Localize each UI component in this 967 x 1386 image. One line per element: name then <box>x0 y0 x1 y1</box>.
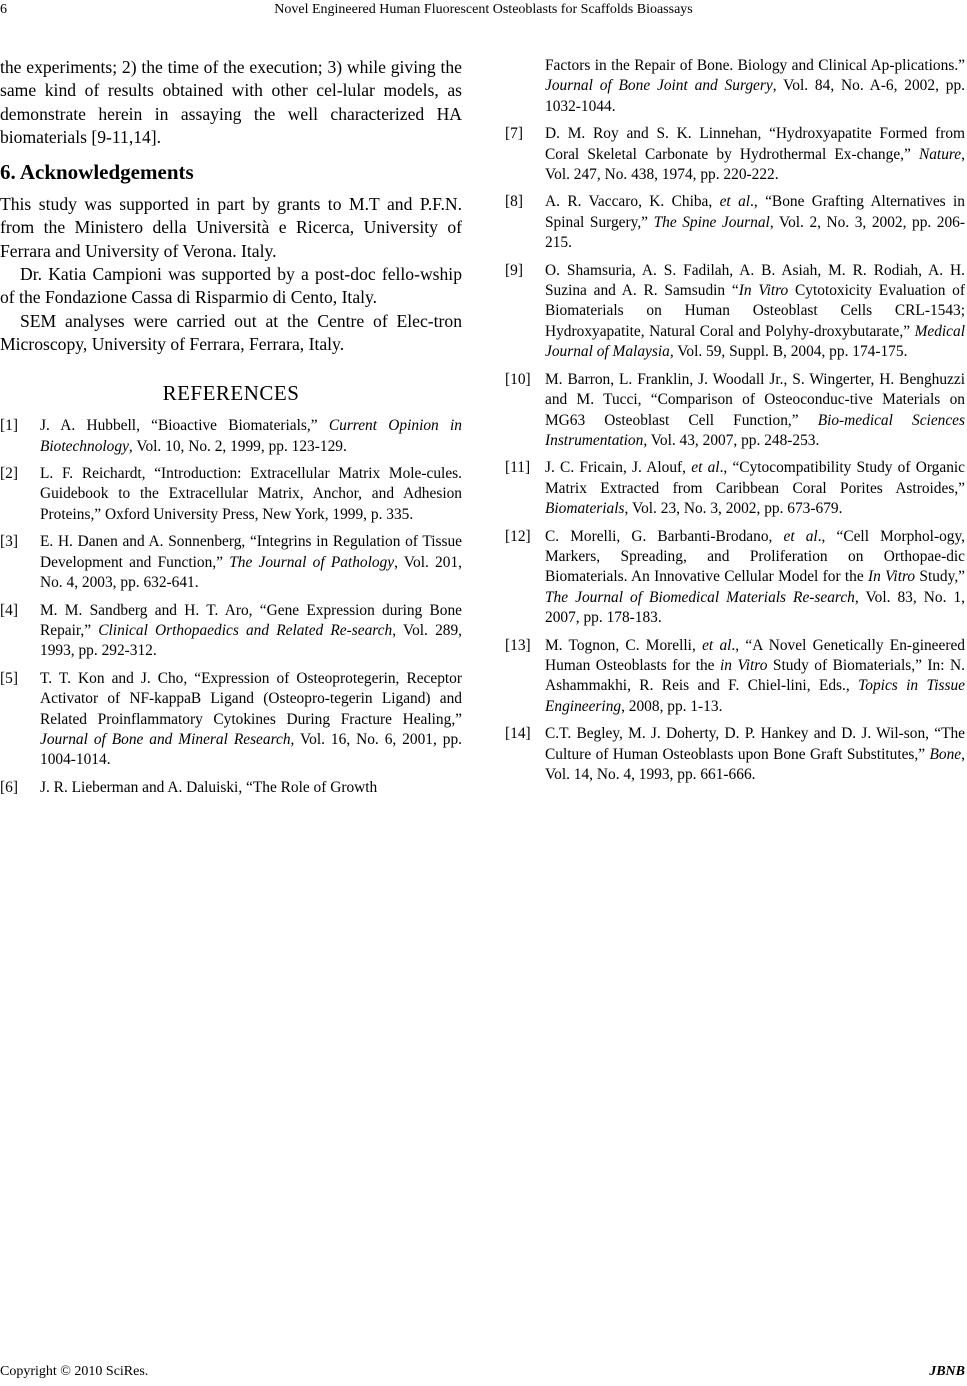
reference-number: [10] <box>505 370 531 388</box>
left-column <box>0 56 462 805</box>
reference-number: [12] <box>505 527 531 545</box>
ack-paragraph: This study was supported in part by grants to M.T and P.F.N. from the Ministero della Università e Ricerca, University of Ferrara and University of Verona. Italy. <box>0 194 462 261</box>
reference-text: J. A. Hubbell, “Bioactive Biomaterials,” <box>40 417 329 435</box>
reference-number: [4] <box>0 601 18 619</box>
reference-text: , Vol. 83, No. 1, 2007, pp. 178-183. <box>545 588 965 627</box>
reference-text: D. M. Roy and S. K. Linnehan, “Hydroxyapatite Formed from Coral Skeletal Carbonate by Hydrothermal Ex-change,” <box>545 125 965 163</box>
reference-text: Factors in the Repair of Bone. Biology and Clinical Ap-plications.” <box>545 57 965 74</box>
reference-text: O. Shamsuria, A. S. Fadilah, A. B. Asiah, M. R. Rodiah, A. H. Suzina and A. R. Samsudin “ <box>545 261 965 300</box>
reference-journal: The Journal of Pathology <box>229 553 395 571</box>
reference-text: , Vol. 84, No. A-6, 2002, pp. 1032-1044. <box>545 77 965 115</box>
reference-text: M. Barron, L. Franklin, J. Woodall Jr., S. Wingerter, H. Benghuzzi and M. Tucci, “Comparison of Osteoconduc-tive Materials on MG63 Osteoblast Cell Function,” <box>545 370 965 429</box>
reference-item <box>505 458 965 519</box>
reference-item <box>0 416 462 457</box>
journal-abbrev: JBNB <box>929 1364 965 1379</box>
reference-item <box>0 669 462 771</box>
reference-text: A. R. Vaccaro, K. Chiba, <box>545 193 720 211</box>
reference-text: , Vol. 247, No. 438, 1974, pp. 220-222. <box>545 145 965 184</box>
reference-journal: Journal of Bone Joint and Surgery <box>545 77 773 95</box>
reference-text: J. C. Fricain, J. Alouf, <box>545 459 692 477</box>
reference-number: [2] <box>0 465 18 483</box>
reference-text: T. T. Kon and J. Cho, “Expression of Osteoprotegerin, Receptor Activator of NF-kappaB Ligand (Osteopro-tegerin Ligand) and Related Proinflammatory Cytokines During Fracture Healing,” <box>40 669 462 728</box>
reference-text: C.T. Begley, M. J. Doherty, D. P. Hankey and D. J. Wil-son, “The Culture of Human Osteoblasts upon Bone Graft Substitutes,” <box>545 725 965 763</box>
reference-number: [9] <box>505 261 523 279</box>
reference-text: ., “A Novel Genetically En-gineered Human Osteoblasts for the <box>545 636 965 674</box>
reference-journal: in Vitro <box>720 656 768 674</box>
reference-journal: Clinical Orthopaedics and Related Re-search <box>98 621 393 639</box>
reference-item <box>505 261 965 363</box>
reference-text: ., “Cytocompatibility Study of Organic Matrix Extracted from Caribbean Coral Porites Astroides,” <box>545 459 966 497</box>
reference-journal: Biomaterials <box>545 500 625 518</box>
reference-text: M. Tognon, C. Morelli, <box>545 636 703 654</box>
reference-number: [5] <box>0 669 18 687</box>
reference-text: M. M. Sandberg and H. T. Aro, “Gene Expression during Bone Repair,” <box>40 601 462 639</box>
reference-journal: In Vitro <box>868 568 916 586</box>
reference-text: J. R. Lieberman and A. Daluiski, “The Role of Growth <box>40 778 378 796</box>
reference-number: [3] <box>0 533 18 551</box>
reference-number: [13] <box>505 636 531 654</box>
reference-text: , Vol. 43, 2007, pp. 248-253. <box>643 431 820 449</box>
reference-item <box>0 778 462 798</box>
reference-continued <box>505 56 965 117</box>
reference-text: , Vol. 14, No. 4, 1993, pp. 661-666. <box>545 745 965 783</box>
reference-text: Cytotoxicity Evaluation of Biomaterials on Human Osteoblast Cells CRL-1543; Hydroxyapatite, Natural Coral and Polyhy-droxybutarate,” <box>545 282 965 340</box>
reference-journal: Topics in Tissue Engineering <box>545 677 965 715</box>
reference-journal: Journal of Bone and Mineral Research <box>40 730 291 748</box>
running-title: Novel Engineered Human Fluorescent Osteoblasts for Scaffolds Bioassays <box>274 2 693 17</box>
reference-text: , Vol. 59, Suppl. B, 2004, pp. 174-175. <box>669 343 908 361</box>
references-heading: REFERENCES <box>162 381 300 406</box>
reference-item <box>505 370 965 452</box>
reference-journal: et al <box>702 636 732 654</box>
reference-item <box>0 601 462 662</box>
page-footer <box>0 1362 967 1382</box>
reference-item <box>505 192 965 253</box>
reference-number: [14] <box>505 725 531 743</box>
ack-paragraph: SEM analyses were carried out at the Centre of Elec-tron Microscopy, University of Ferrara, Ferrara, Italy. <box>0 310 462 354</box>
reference-journal: et al <box>691 459 720 477</box>
reference-number: [6] <box>0 778 18 796</box>
reference-number: [8] <box>505 193 523 211</box>
reference-text: , Vol. 201, No. 4, 2003, pp. 632-641. <box>40 553 462 592</box>
reference-journal: Bio-medical Sciences Instrumentation <box>545 411 966 449</box>
reference-text: , Vol. 16, No. 6, 2001, pp. 1004-1014. <box>40 730 462 769</box>
reference-journal: et al <box>783 527 818 545</box>
right-column <box>505 56 965 792</box>
reference-text: L. F. Reichardt, “Introduction: Extracellular Matrix Mole-cules. Guidebook to the Extracellular Matrix, Anchor, and Adhesion Proteins,” Oxford University Press, New York, 1999, p. 335. <box>40 465 462 523</box>
reference-item <box>0 532 462 593</box>
reference-text: , Vol. 2, No. 3, 2002, pp. 206-215. <box>545 213 966 252</box>
reference-text: Study of Biomaterials,” In: N. Ashammakhi, R. Reis and F. Chiel-lini, Eds., <box>545 656 965 695</box>
reference-text: C. Morelli, G. Barbanti-Brodano, <box>545 527 784 545</box>
reference-number: [1] <box>0 417 18 435</box>
reference-text: , Vol. 10, No. 2, 1999, pp. 123-129. <box>128 437 347 455</box>
reference-journal: In Vitro <box>738 282 789 300</box>
reference-text: Study,” <box>915 568 965 586</box>
intro-paragraph: the experiments; 2) the time of the execution; 3) while giving the same kind of results obtained with other cel-lular models, as demonstrate herein in assaying the well characterized HA biomaterials [9-11,14]. <box>0 57 462 147</box>
reference-text: , 2008, pp. 1-13. <box>621 697 723 715</box>
reference-journal: Nature <box>918 145 962 163</box>
page-number: 6 <box>0 2 7 17</box>
reference-number: [7] <box>505 125 523 143</box>
reference-list <box>0 416 462 798</box>
copyright: Copyright © 2010 SciRes. <box>0 1364 149 1379</box>
reference-number: [11] <box>505 459 531 477</box>
reference-item <box>505 724 965 785</box>
reference-list <box>505 124 965 785</box>
reference-item <box>505 636 965 718</box>
reference-journal: The Spine Journal <box>653 213 770 231</box>
reference-journal: Bone <box>929 745 962 763</box>
acknowledgements-heading: 6. Acknowledgements <box>0 160 194 185</box>
reference-text: , Vol. 289, 1993, pp. 292-312. <box>40 621 462 660</box>
reference-text: ., “Cell Morphol-ogy, Markers, Spreading, and Proliferation on Orthopae-dic Biomaterials. An Innovative Cellular Model for the <box>545 527 966 586</box>
page-header <box>0 0 967 24</box>
reference-text: , Vol. 23, No. 3, 2002, pp. 673-679. <box>624 500 843 518</box>
reference-text: ., “Bone Grafting Alternatives in Spinal Surgery,” <box>545 193 965 231</box>
reference-text: E. H. Danen and A. Sonnenberg, “Integrins in Regulation of Tissue Development and Function,” <box>40 533 462 571</box>
ack-paragraph: Dr. Katia Campioni was supported by a post-doc fello-wship of the Fondazione Cassa di Risparmio di Cento, Italy. <box>0 264 462 308</box>
reference-journal: The Journal of Biomedical Materials Re-search <box>545 588 855 606</box>
reference-journal: Current Opinion in Biotechnology <box>40 417 462 455</box>
reference-journal: et al <box>719 193 751 211</box>
reference-item <box>0 464 462 525</box>
reference-item <box>505 124 965 185</box>
reference-item <box>505 527 965 629</box>
reference-journal: Medical Journal of Malaysia <box>545 322 965 361</box>
